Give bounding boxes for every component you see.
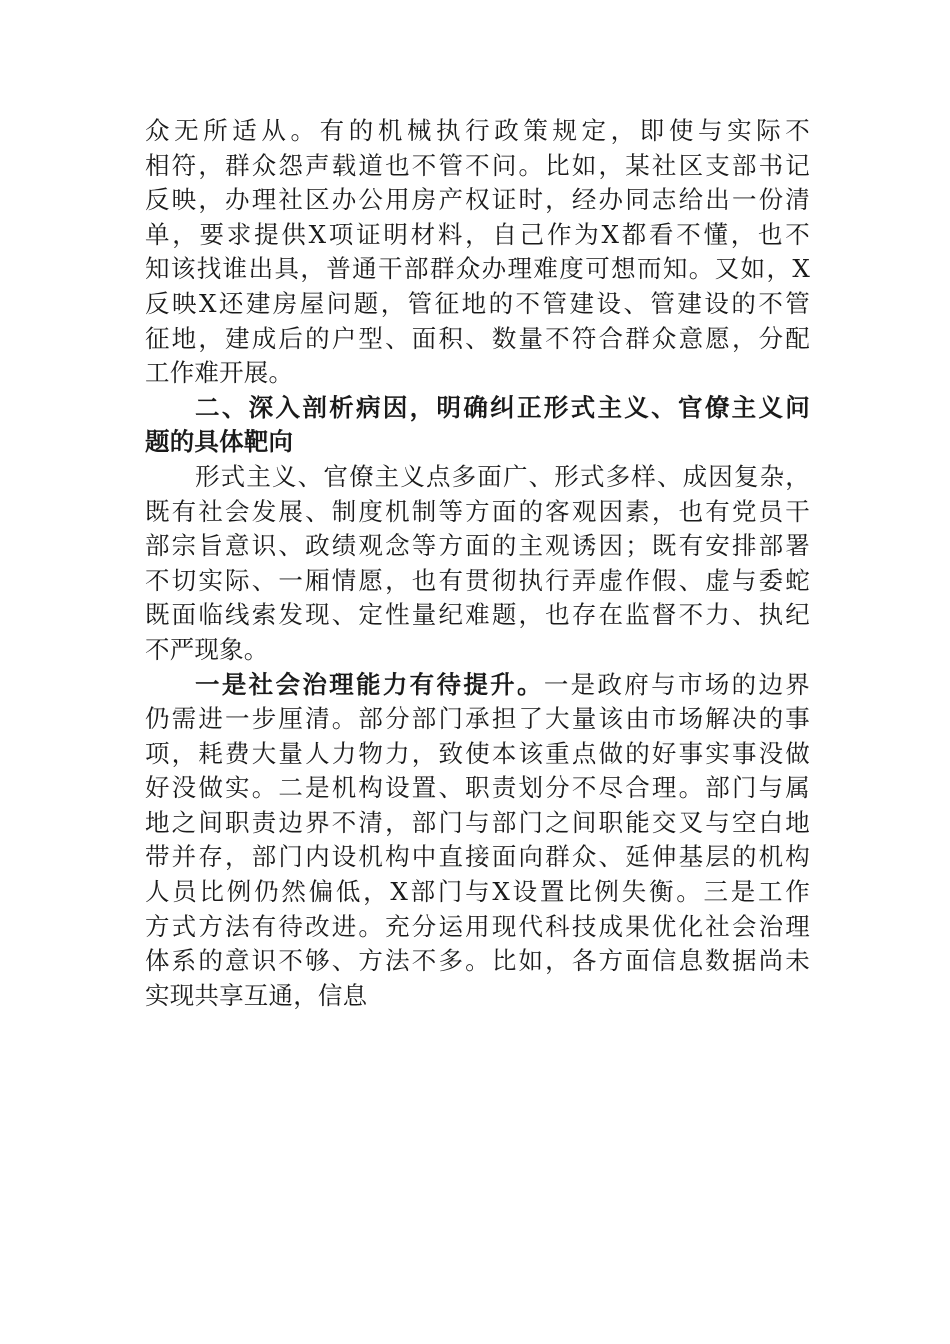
text-line: 形式主义、官僚主义点多面广、形式多样、成因复杂， bbox=[195, 461, 810, 491]
paragraph-3 bbox=[145, 668, 810, 1014]
heading-line: 题的具体靶向 bbox=[145, 427, 294, 457]
text-line: 既面临线索发现、定性量纪难题，也存在监督不力、执纪 bbox=[145, 600, 810, 630]
heading-line: 二、深入剖析病因，明确纠正形式主义、官僚主义问 bbox=[195, 392, 810, 422]
text-line: 好没做实。二是机构设置、职责划分不尽合理。部门与属 bbox=[145, 773, 810, 803]
text-line: 众无所适从。有的机械执行政策规定，即使与实际不 bbox=[145, 116, 810, 145]
paragraph-1 bbox=[145, 114, 810, 391]
text-line: 反映X还建房屋问题，管征地的不管建设、管建设的不管 bbox=[145, 288, 810, 318]
text-line: 知该找谁出具，普通干部群众办理难度可想而知。又如，X bbox=[145, 254, 810, 284]
section-heading bbox=[145, 391, 810, 460]
text-line: 既有社会发展、制度机制等方面的客观因素，也有党员干 bbox=[145, 496, 810, 526]
text-line: 方式方法有待改进。充分运用现代科技成果优化社会治理 bbox=[145, 911, 810, 941]
document-page bbox=[145, 114, 810, 1013]
text-line: 部宗旨意识、政绩观念等方面的主观诱因；既有安排部署 bbox=[145, 531, 810, 561]
text-line: 不切实际、一厢情愿，也有贯彻执行弄虚作假、虚与委蛇 bbox=[145, 565, 810, 595]
text-line: 仍需进一步厘清。部分部门承担了大量该由市场解决的事 bbox=[145, 704, 810, 734]
text-line: 不严现象。 bbox=[145, 634, 269, 664]
text-line: 工作难开展。 bbox=[145, 358, 294, 388]
text-line: 单，要求提供X项证明材料，自己作为X都看不懂，也不 bbox=[145, 219, 810, 249]
text-line: 相符，群众怨声载道也不管不问。比如，某社区支部书记 bbox=[145, 150, 810, 180]
paragraph-first-line-rest: 一是政府与市场的边界 bbox=[543, 669, 810, 699]
text-line: 征地，建成后的户型、面积、数量不符合群众意愿，分配 bbox=[145, 323, 810, 353]
text-line: 项，耗费大量人力物力，致使本该重点做的好事实事没做 bbox=[145, 738, 810, 768]
paragraph-2 bbox=[145, 460, 810, 668]
paragraph-lead: 一是社会治理能力有待提升。 bbox=[195, 669, 544, 699]
text-line: 人员比例仍然偏低，X部门与X设置比例失衡。三是工作 bbox=[145, 877, 810, 907]
text-line: 体系的意识不够、方法不多。比如，各方面信息数据尚未 bbox=[145, 946, 810, 976]
text-line: 地之间职责边界不清，部门与部门之间职能交叉与空白地 bbox=[145, 807, 810, 837]
text-line bbox=[145, 668, 810, 703]
text-line: 实现共享互通，信息 bbox=[145, 980, 368, 1010]
text-line: 带并存，部门内设机构中直接面向群众、延伸基层的机构 bbox=[145, 842, 810, 872]
text-line: 反映，办理社区办公用房产权证时，经办同志给出一份清 bbox=[145, 185, 810, 215]
